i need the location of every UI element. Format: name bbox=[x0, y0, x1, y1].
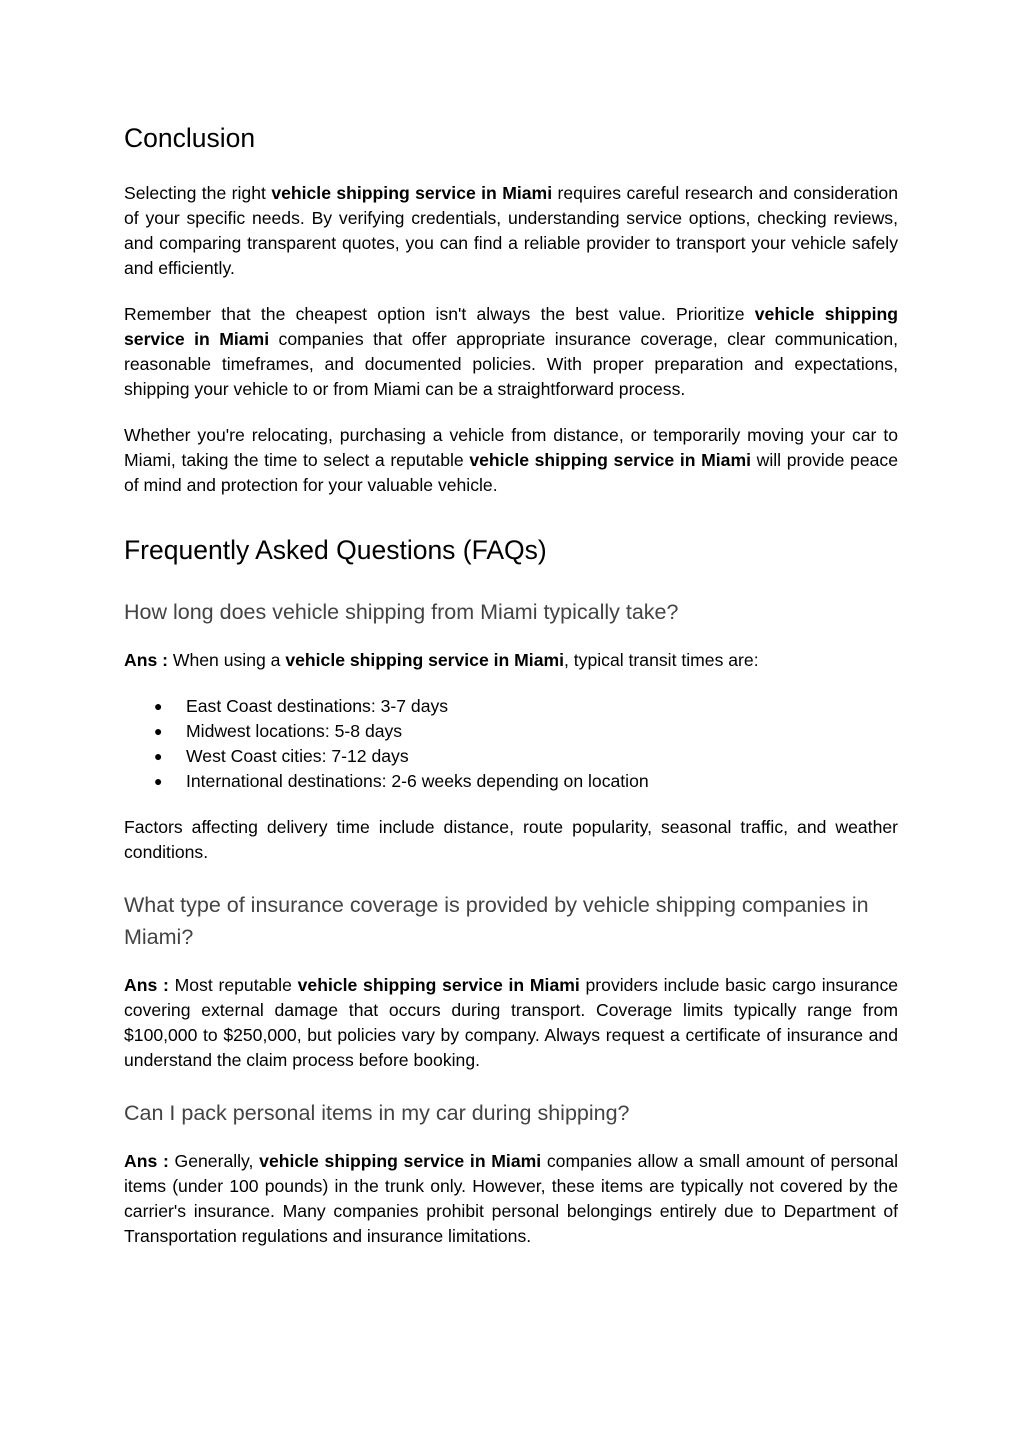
faq-heading: Frequently Asked Questions (FAQs) bbox=[124, 535, 547, 565]
ans-label: Ans : bbox=[124, 650, 168, 670]
bullet-icon: ● bbox=[154, 698, 163, 714]
keyword-bold: vehicle shipping service in Miami bbox=[259, 1151, 542, 1171]
conclusion-paragraph-1: Selecting the right vehicle shipping service in Miami requires careful research and consideration of your specific needs. By verifying credentials, understanding service options, checking reviews, and comparing transparent quotes, you can find a reliable provider to transport your vehicle safely and efficiently. bbox=[124, 183, 898, 278]
faq-question-1: How long does vehicle shipping from Miami typically take? bbox=[124, 600, 679, 624]
faq-answer-1-followup: Factors affecting delivery time include distance, route popularity, seasonal traffic, and weather conditions. bbox=[124, 817, 898, 862]
list-item: ● Midwest locations: 5-8 days bbox=[124, 719, 898, 744]
faq-question-2: What type of insurance coverage is provided by vehicle shipping companies in Miami? bbox=[124, 893, 869, 949]
keyword-bold: vehicle shipping service in Miami bbox=[124, 304, 898, 349]
conclusion-heading: Conclusion bbox=[124, 123, 256, 153]
keyword-bold: vehicle shipping service in Miami bbox=[271, 183, 553, 203]
keyword-bold: vehicle shipping service in Miami bbox=[469, 450, 751, 470]
transit-times-list bbox=[124, 694, 898, 794]
conclusion-paragraph-2: Remember that the cheapest option isn't always the best value. Prioritize vehicle shipping service in Miami companies that offer appropriate insurance coverage, clear communication, reasonable timeframes, and documented policies. With proper preparation and expectations, shipping your vehicle to or from Miami can be a straightforward process. bbox=[124, 304, 898, 399]
list-item: ● West Coast cities: 7-12 days bbox=[124, 744, 898, 769]
ans-label: Ans : bbox=[124, 975, 169, 995]
conclusion-paragraph-3: Whether you're relocating, purchasing a vehicle from distance, or temporarily moving your car to Miami, taking the time to select a reputable vehicle shipping service in Miami will provide peace of mind and protection for your valuable vehicle. bbox=[124, 425, 898, 495]
keyword-bold: vehicle shipping service in Miami bbox=[285, 650, 565, 670]
bullet-icon: ● bbox=[154, 748, 163, 764]
document-page bbox=[124, 120, 898, 1249]
faq-answer-2: Ans : Most reputable vehicle shipping service in Miami providers include basic cargo insurance covering external damage that occurs during transport. Coverage limits typically range from $100,000 to $250,000, but policies vary by company. Always request a certificate of insurance and understand the claim process before booking. bbox=[124, 975, 899, 1070]
faq-question-3: Can I pack personal items in my car during shipping? bbox=[124, 1101, 630, 1125]
faq-answer-3: Ans : Generally, vehicle shipping service in Miami companies allow a small amount of personal items (under 100 pounds) in the trunk only. However, these items are typically not covered by the carrier's insurance. Many companies prohibit personal belongings entirely due to Department of Transportation regulations and insurance limitations. bbox=[124, 1151, 899, 1246]
ans-label: Ans : bbox=[124, 1151, 169, 1171]
bullet-icon: ● bbox=[154, 773, 163, 789]
keyword-bold: vehicle shipping service in Miami bbox=[297, 975, 580, 995]
list-item: ● East Coast destinations: 3-7 days bbox=[124, 694, 898, 719]
list-item: ● International destinations: 2-6 weeks depending on location bbox=[124, 769, 898, 794]
faq-answer-1: Ans : When using a vehicle shipping service in Miami, typical transit times are: bbox=[124, 650, 759, 670]
bullet-icon: ● bbox=[154, 723, 163, 739]
